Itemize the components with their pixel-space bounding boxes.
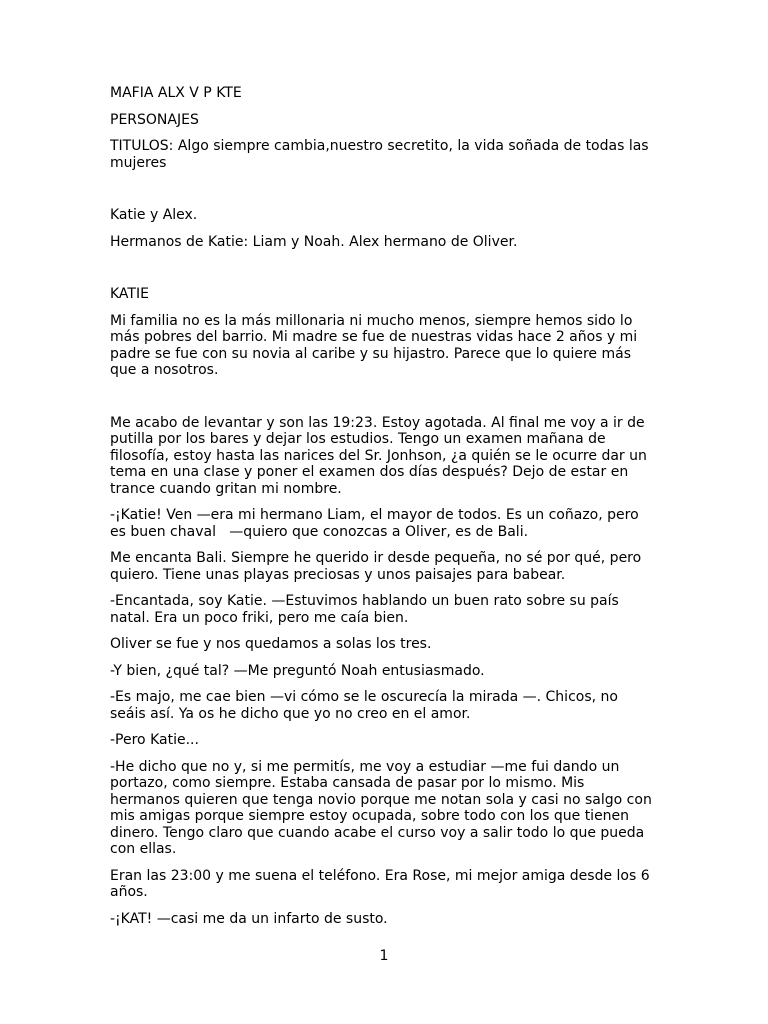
body-paragraph: Oliver se fue y nos quedamos a solas los tres. bbox=[110, 636, 432, 652]
body-paragraph: Me acabo de levantar y son las 19:23. Estoy agotada. Al final me voy a ir de putilla por los bares y dejar los estudios. Tengo un examen mañana de filosofía, estoy hasta las narices del Sr. Jonhson, ¿a quién se le ocurre dar un tema en una clase y poner el examen dos días después? Dejo de estar en trance cuando gritan mi nombre. bbox=[110, 414, 652, 497]
dialogue-paragraph: -Encantada, soy Katie. —Estuvimos hablando un buen rato sobre su país natal. Era un poco friki, pero me caía bien. bbox=[110, 593, 624, 626]
siblings-line: Hermanos de Katie: Liam y Noah. Alex hermano de Oliver. bbox=[110, 233, 518, 250]
document-body bbox=[110, 85, 658, 937]
chapter-heading: KATIE bbox=[110, 286, 149, 302]
intro-paragraph: Mi familia no es la más millonaria ni mucho menos, siempre hemos sido lo más pobres del barrio. Mi madre se fue de nuestras vidas hace 2 años y mi padre se fue con su novia al caribe y su hijastro. Parece que lo quiere más que a nosotros. bbox=[110, 312, 642, 378]
dialogue-paragraph: -Y bien, ¿qué tal? —Me preguntó Noah entusiasmado. bbox=[110, 662, 485, 679]
body-paragraph: Me encanta Bali. Siempre he querido ir desde pequeña, no sé por qué, pero quiero. Tiene unas playas preciosas y unos paisajes para babear. bbox=[110, 550, 646, 583]
body-paragraph: Eran las 23:00 y me suena el teléfono. Era Rose, mi mejor amiga desde los 6 años. bbox=[110, 867, 655, 900]
dialogue-paragraph: -He dicho que no y, si me permitís, me voy a estudiar —me fui dando un portazo, como siempre. Estaba cansada de pasar por lo mismo. Mis hermanos quieren que tenga novio porque me notan sola y casi no salgo con mis amigas porque siempre estoy ocupada, sobre todo con los que tienen dinero. Tengo claro que cuando acabe el curso voy a salir todo lo que pueda con ellas. bbox=[110, 758, 657, 857]
page-number: 1 bbox=[379, 948, 389, 964]
characters-heading: PERSONAJES bbox=[110, 111, 199, 128]
dialogue-paragraph: -Es majo, me cae bien —vi cómo se le oscurecía la mirada —. Chicos, no seáis así. Ya os he dicho que yo no creo en el amor. bbox=[110, 689, 623, 722]
protagonists-line: Katie y Alex. bbox=[110, 207, 198, 223]
story-header: MAFIA ALX V P KTE bbox=[110, 85, 242, 101]
dialogue-paragraph: -¡Katie! Ven —era mi hermano Liam, el mayor de todos. Es un coñazo, pero es buen chaval —quiero que conozcas a Oliver, es de Bali. bbox=[110, 507, 644, 540]
titles-line: TITULOS: Algo siempre cambia,nuestro secretito, la vida soñada de todas las mujeres bbox=[110, 138, 654, 171]
dialogue-paragraph: -Pero Katie... bbox=[110, 732, 199, 748]
dialogue-paragraph: -¡KAT! —casi me da un infarto de susto. bbox=[110, 910, 388, 927]
